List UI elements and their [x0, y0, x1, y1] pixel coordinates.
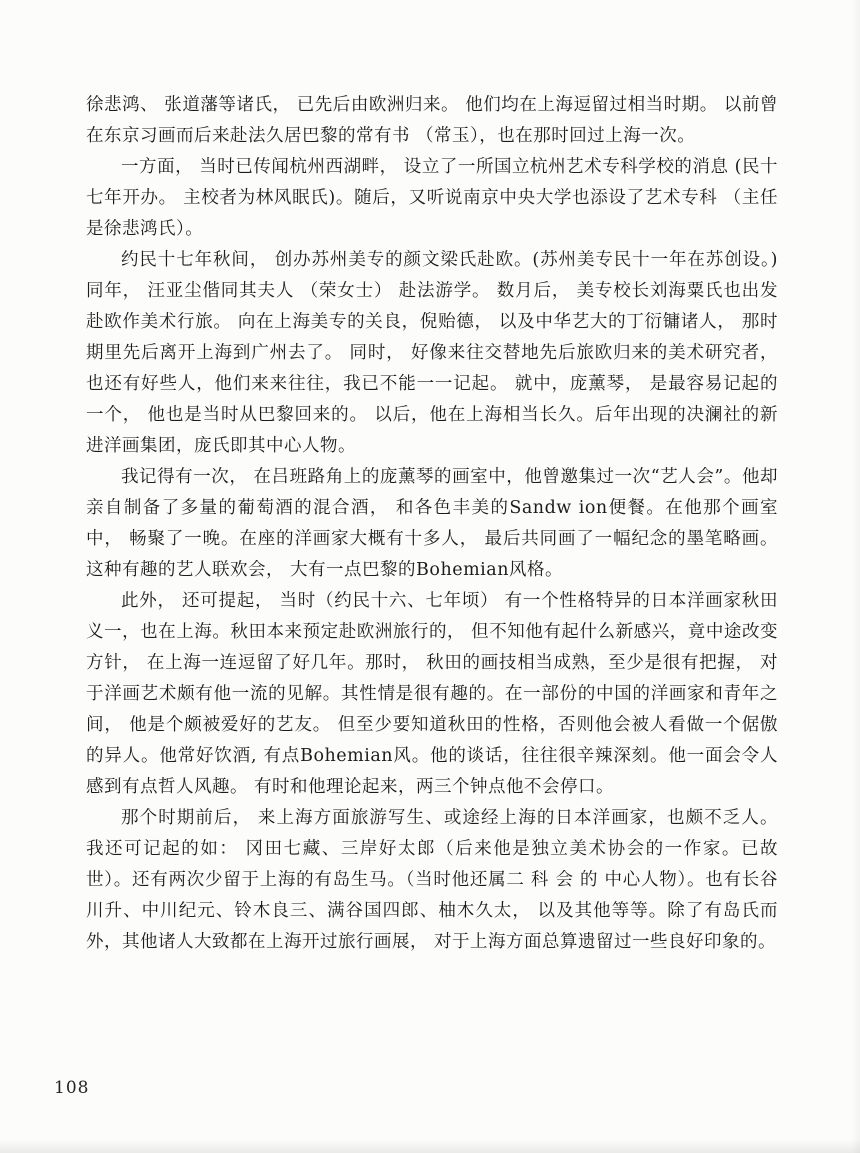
scan-edge-bottom: [0, 1139, 860, 1153]
paragraph: 约民十七年秋间， 创办苏州美专的颜文梁氏赴欧。(苏州美专民十一年在苏创设。)同年， 汪亚尘偕同其夫人 （荣女士） 赴法游学。 数月后， 美专校长刘海粟氏也出发赴欧作美术行旅。 向在上海美专的关良，倪贻德， 以及中华艺大的丁衍镛诸人， 那时期里先后离开上海到广州去了。 同时， 好像来往交替地先后旅欧归来的美术研究者， 也还有好些人，他们来来往往，我已不能一一记起。 就中，庞薰琴， 是最容易记起的一个， 他也是当时从巴黎回来的。 以后，他在上海相当长久。后年出现的决澜社的新进洋画集团，庞氏即其中心人物。: [86, 250, 778, 456]
paragraph: 那个时期前后， 来上海方面旅游写生、或途经上海的日本洋画家，也颇不乏人。 我还可记起的如： 冈田七藏、三岸好太郎（后来他是独立美术协会的一作家。已故世）。还有两次少留于上海的有岛生马。（当时他还属二 科 会 的 中心人物）。也有长谷川升、中川纪元、铃木良三、满谷国四郎、柚木久太， 以及其他等等。除了有岛氏而外，其他诸人大致都在上海开过旅行画展， 对于上海方面总算遗留过一些良好印象的。: [86, 808, 778, 952]
paragraph: 一方面， 当时已传闻杭州西湖畔， 设立了一所国立杭州艺术专科学校的消息 (民十七年开办。 主校者为林风眠氏)。随后，又听说南京中央大学也添设了艺术专科 （主任是徐悲鸿氏）。: [86, 157, 778, 239]
paragraph: 此外， 还可提起， 当时（约民十六、七年顷） 有一个性格特异的日本洋画家秋田义一，也在上海。秋田本来预定赴欧洲旅行的， 但不知他有起什么新感兴，竟中途改变方针， 在上海一连逗留了好几年。那时， 秋田的画技相当成熟，至少是很有把握， 对于洋画艺术颇有他一流的见解。其性情是很有趣的。在一部份的中国的洋画家和青年之间， 他是个颇被爱好的艺友。 但至少要知道秋田的性格，否则他会被人看做一个倨傲的异人。他常好饮酒, 有点Bohemian风。他的谈话，往往很辛辣深刻。他一面会令人感到有点哲人风趣。 有时和他理论起来，两三个钟点他不会停口。: [86, 591, 778, 797]
scan-edge-right: [852, 0, 860, 1153]
page-text-block: [86, 90, 778, 958]
paragraph: 徐悲鸿、 张道藩等诸氏， 已先后由欧洲归来。 他们均在上海逗留过相当时期。 以前曾在东京习画而后来赴法久居巴黎的常有书 （常玉），也在那时回过上海一次。: [86, 95, 778, 146]
page-number: 108: [54, 1078, 90, 1098]
paragraph: 我记得有一次， 在吕班路角上的庞薰琴的画室中，他曾邀集过一次“艺人会”。他却亲自制备了多量的葡萄酒的混合酒， 和各色丰美的Sandw ion便餐。在他那个画室中， 畅聚了一晚。在座的洋画家大概有十多人， 最后共同画了一幅纪念的墨笔略画。这种有趣的艺人联欢会， 大有一点巴黎的Bohemian风格。: [86, 467, 778, 580]
